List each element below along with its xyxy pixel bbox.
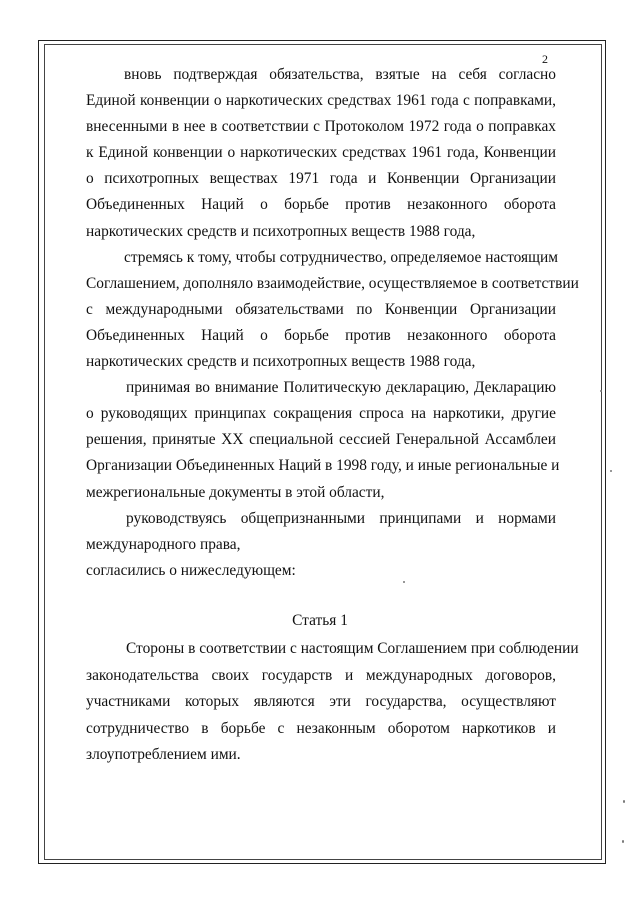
text-line: наркотических средств и психотропных веществ 1988 года, [86,222,476,240]
article-title: Статья 1 [292,612,348,629]
scan-speck [610,470,612,472]
preamble-paragraph-3 [86,375,560,505]
preamble [86,62,579,584]
preamble-paragraph-2 [86,245,579,375]
text-line: злоупотреблением ими. [86,746,241,764]
text-line: Организации Объединенных Наций в 1998 году, и иные региональные и [86,457,560,475]
scan-speck [403,581,405,583]
text-line: к Единой конвенции о наркотических средствах 1961 года, Конвенции [86,144,556,162]
text-line: стремясь к тому, чтобы сотрудничество, определяемое настоящим [124,248,558,266]
text-line: межрегиональные документы в этой области, [86,483,385,501]
text-line: вновь подтверждая обязательства, взятые на себя согласно [124,66,556,83]
scan-speck [622,840,624,843]
text-line: принимая во внимание Политическую декларацию, Декларацию [126,379,556,397]
text-line: руководствуясь общепризнанными принципами и нормами [126,509,556,527]
article-1-body [86,636,579,769]
text-line: Единой конвенции о наркотических средствах 1961 года с поправками, [86,92,556,110]
text-line: Объединенных Наций о борьбе против незаконного оборота [86,326,556,344]
text-line: внесенными в нее в соответствии с Протоколом 1972 года о поправках [86,118,556,136]
text-line: с международными обязательствами по Конвенции Организации [86,300,556,318]
text-line: международного права, [86,535,241,553]
page-number: 2 [542,52,548,66]
text-line: о психотропных веществах 1971 года и Конвенции Организации [86,170,556,188]
scan-speck [623,800,625,803]
text-line: сотрудничество в борьбе с незаконным оборотом наркотиков и [86,719,556,737]
text-line: Соглашением, дополняло взаимодействие, осуществляемое в соответствии [86,274,579,292]
scan-speck [600,390,602,392]
text-line: о руководящих принципах сокращения спроса на наркотики, другие [86,405,556,423]
text-line: законодательства своих государств и международных договоров, [86,666,556,684]
text-line: наркотических средств и психотропных веществ 1988 года, [86,353,476,371]
preamble-paragraph-1 [86,62,556,245]
text-line: Объединенных Наций о борьбе против незаконного оборота [86,196,556,214]
text-line: Стороны в соответствии с настоящим Соглашением при соблюдении [126,640,579,657]
text-line: участниками которых являются эти государства, осуществляют [86,693,556,711]
text-line: согласились о нижеследующем: [86,561,296,579]
preamble-paragraph-4 [86,506,556,558]
preamble-paragraph-5 [86,558,556,584]
text-line: решения, принятые XX специальной сессией Генеральной Ассамблеи [86,431,556,449]
